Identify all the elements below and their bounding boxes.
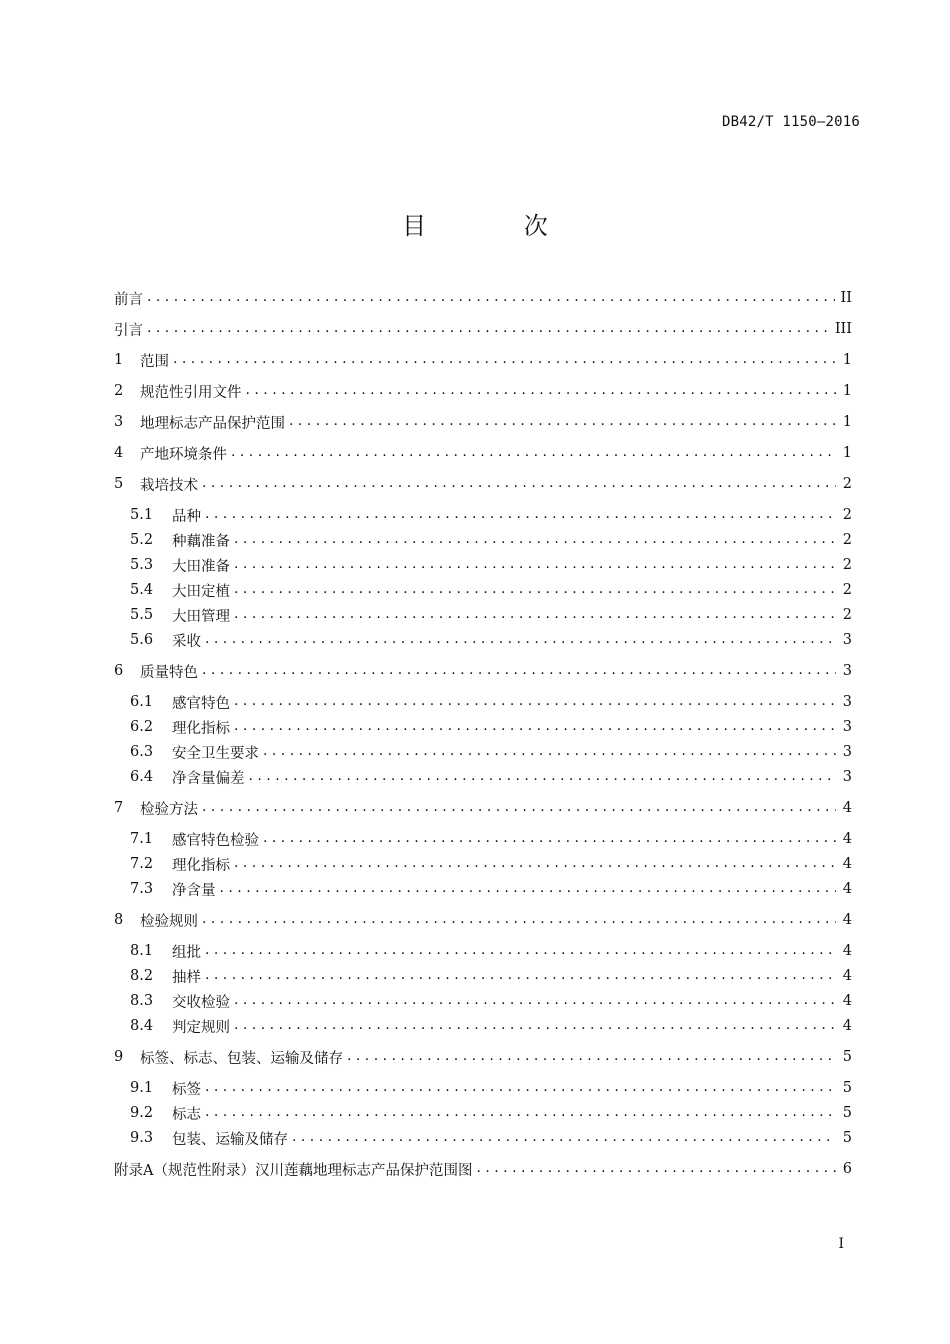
toc-entry-page: 1: [842, 445, 852, 461]
toc-entry-page: 2: [842, 582, 852, 598]
toc-entry[interactable]: [130, 603, 852, 627]
toc-dot-leader: [234, 852, 836, 876]
toc-entry-page: 5: [842, 1130, 852, 1146]
toc-entry[interactable]: [130, 964, 852, 988]
toc-entry-label: 抽样: [172, 969, 201, 986]
toc-entry-label: 安全卫生要求: [172, 745, 259, 762]
toc-dot-leader: [234, 603, 836, 627]
toc-entry[interactable]: [130, 740, 852, 764]
toc-entry-label: 种藕准备: [172, 533, 230, 550]
toc-dot-leader: [476, 1157, 836, 1181]
toc-entry[interactable]: [114, 1045, 852, 1069]
toc-entry-number: 6.2: [130, 719, 154, 735]
toc-entry-number: 5.4: [130, 582, 154, 598]
toc-entry-page: 4: [842, 881, 852, 897]
toc-entry-label: 大田定植: [172, 583, 230, 600]
toc-dot-leader: [234, 553, 836, 577]
toc-entry-number: 9.3: [130, 1130, 154, 1146]
toc-entry[interactable]: [130, 578, 852, 602]
toc-entry-label: 标志: [172, 1106, 201, 1123]
toc-entry-number: 8.1: [130, 943, 154, 959]
toc-entry-number: 7.3: [130, 881, 154, 897]
toc-entry-page: 1: [842, 383, 852, 399]
toc-dot-leader: [234, 578, 836, 602]
toc-entry[interactable]: [114, 348, 852, 372]
toc-entry-page: 4: [842, 968, 852, 984]
toc-dot-leader: [202, 659, 836, 683]
toc-entry-page: 2: [842, 532, 852, 548]
toc-dot-leader: [234, 715, 836, 739]
toc-entry-number: 9.1: [130, 1080, 154, 1096]
toc-entry-label: 规范性引用文件: [140, 384, 242, 401]
toc-entry-label: 前言: [114, 291, 143, 308]
toc-entry[interactable]: [114, 659, 852, 683]
toc-entry-page: 2: [842, 557, 852, 573]
toc-entry-label: 标签、标志、包装、运输及储存: [140, 1050, 343, 1067]
toc-entry-page: 2: [842, 507, 852, 523]
toc-entry-label: 理化指标: [172, 720, 230, 737]
toc-entry-label: 感官特色检验: [172, 832, 259, 849]
toc-entry-page: 4: [842, 912, 852, 928]
toc-entry-label: 大田准备: [172, 558, 230, 575]
toc-entry-number: 8: [114, 912, 124, 928]
toc-entry-page: 3: [842, 632, 852, 648]
toc-entry[interactable]: [130, 877, 852, 901]
toc-dot-leader: [220, 877, 837, 901]
toc-entry-label: 地理标志产品保护范围: [140, 415, 285, 432]
toc-entry-page: 2: [842, 607, 852, 623]
toc-entry-page: II: [840, 290, 852, 306]
toc-dot-leader: [347, 1045, 836, 1069]
toc-entry-page: 3: [842, 744, 852, 760]
toc-entry-label: 感官特色: [172, 695, 230, 712]
toc-dot-leader: [234, 690, 836, 714]
toc-entry-page: 4: [842, 856, 852, 872]
toc-entry-label: 净含量偏差: [172, 770, 245, 787]
toc-dot-leader: [249, 765, 837, 789]
toc-entry-number: 5.3: [130, 557, 154, 573]
toc-entry-page: 5: [842, 1049, 852, 1065]
toc-entry-number: 5.2: [130, 532, 154, 548]
toc-dot-leader: [202, 472, 836, 496]
toc-entry[interactable]: [130, 1101, 852, 1125]
toc-entry[interactable]: [130, 528, 852, 552]
toc-dot-leader: [246, 379, 837, 403]
toc-entry-label: 范围: [140, 353, 169, 370]
toc-entry-page: 2: [842, 476, 852, 492]
toc-entry[interactable]: [114, 1157, 852, 1181]
toc-entry-label: 品种: [172, 508, 201, 525]
toc-entry-page: 4: [842, 831, 852, 847]
toc-dot-leader: [263, 827, 836, 851]
toc-entry-page: 5: [842, 1105, 852, 1121]
toc-entry-page: 4: [842, 993, 852, 1009]
toc-entry-page: 3: [842, 719, 852, 735]
toc-entry-page: 3: [842, 769, 852, 785]
toc-entry[interactable]: [130, 852, 852, 876]
toc-entry-label: 净含量: [172, 882, 216, 899]
toc-dot-leader: [234, 1014, 836, 1038]
toc-dot-leader: [205, 1101, 836, 1125]
toc-entry-number: 2: [114, 383, 124, 399]
toc-entry-number: 6.4: [130, 769, 154, 785]
toc-entry-number: 1: [114, 352, 124, 368]
toc-entry[interactable]: [130, 503, 852, 527]
toc-dot-leader: [147, 286, 835, 310]
toc-entry-label: 包装、运输及储存: [172, 1131, 288, 1148]
toc-dot-leader: [147, 317, 829, 341]
toc-dot-leader: [231, 441, 836, 465]
toc-dot-leader: [205, 939, 836, 963]
toc-entry-page: 4: [842, 943, 852, 959]
document-code: DB42/T 1150—2016: [721, 114, 860, 130]
toc-entry-number: 4: [114, 445, 124, 461]
toc-entry[interactable]: [114, 472, 852, 496]
toc-entry-page: 5: [842, 1080, 852, 1096]
toc-dot-leader: [263, 740, 836, 764]
toc-dot-leader: [292, 1126, 836, 1150]
toc-entry-label: 质量特色: [140, 664, 198, 681]
toc-entry-number: 7.2: [130, 856, 154, 872]
toc-dot-leader: [234, 989, 836, 1013]
toc-entry-page: 6: [842, 1161, 852, 1177]
toc-entry[interactable]: [130, 939, 852, 963]
toc-entry-label: 附录A（规范性附录）汉川莲藕地理标志产品保护范围图: [114, 1162, 473, 1179]
toc-dot-leader: [205, 1076, 836, 1100]
toc-entry-page: 3: [842, 694, 852, 710]
toc-entry-page: III: [834, 321, 852, 337]
toc-entry-page: 4: [842, 800, 852, 816]
toc-dot-leader: [202, 908, 836, 932]
toc-title: 目 次: [402, 212, 593, 240]
toc-entry[interactable]: [130, 690, 852, 714]
toc-entry-label: 检验方法: [140, 801, 198, 818]
toc-entry[interactable]: [130, 1014, 852, 1038]
toc-entry[interactable]: [114, 286, 852, 310]
toc-entry[interactable]: [114, 379, 852, 403]
toc-dot-leader: [202, 796, 836, 820]
toc-entry-number: 7: [114, 800, 124, 816]
toc-entry[interactable]: [130, 989, 852, 1013]
toc-dot-leader: [289, 410, 836, 434]
toc-entry-page: 3: [842, 663, 852, 679]
toc-entry-number: 6.1: [130, 694, 154, 710]
toc-entry-number: 8.4: [130, 1018, 154, 1034]
toc-entry[interactable]: [130, 1126, 852, 1150]
page-number: I: [838, 1236, 844, 1252]
toc-entry[interactable]: [130, 715, 852, 739]
toc-entry-label: 引言: [114, 322, 143, 339]
toc-entry-label: 组批: [172, 944, 201, 961]
toc-entry[interactable]: [114, 441, 852, 465]
toc-entry-number: 5.1: [130, 507, 154, 523]
toc-dot-leader: [205, 964, 836, 988]
toc-entry[interactable]: [130, 765, 852, 789]
toc-entry[interactable]: [130, 1076, 852, 1100]
toc-entry-number: 6.3: [130, 744, 154, 760]
toc-entry-number: 5.6: [130, 632, 154, 648]
toc-entry-label: 判定规则: [172, 1019, 230, 1036]
toc-entry-number: 9: [114, 1049, 124, 1065]
toc-entry[interactable]: [130, 553, 852, 577]
toc-entry-label: 采收: [172, 633, 201, 650]
toc-entry-number: 8.2: [130, 968, 154, 984]
toc-entry[interactable]: [114, 410, 852, 434]
toc-dot-leader: [205, 503, 836, 527]
toc-entry[interactable]: [114, 796, 852, 820]
toc-entry-number: 5: [114, 476, 124, 492]
toc-entry-page: 1: [842, 414, 852, 430]
toc-dot-leader: [234, 528, 836, 552]
toc-entry[interactable]: [130, 628, 852, 652]
toc-entry-number: 3: [114, 414, 124, 430]
toc-entry-number: 8.3: [130, 993, 154, 1009]
toc-entry-number: 9.2: [130, 1105, 154, 1121]
toc-entry-page: 4: [842, 1018, 852, 1034]
toc-entry-number: 7.1: [130, 831, 154, 847]
toc-dot-leader: [205, 628, 836, 652]
toc-entry-number: 5.5: [130, 607, 154, 623]
toc-entry-label: 栽培技术: [140, 477, 198, 494]
toc-entry-label: 大田管理: [172, 608, 230, 625]
toc-entry-label: 产地环境条件: [140, 446, 227, 463]
toc-entry-page: 1: [842, 352, 852, 368]
toc-entry[interactable]: [114, 317, 852, 341]
toc-entry-label: 理化指标: [172, 857, 230, 874]
toc-entry-number: 6: [114, 663, 124, 679]
toc-entry-label: 标签: [172, 1081, 201, 1098]
toc-entry-label: 检验规则: [140, 913, 198, 930]
toc-entry-label: 交收检验: [172, 994, 230, 1011]
toc-entry[interactable]: [114, 908, 852, 932]
toc-dot-leader: [173, 348, 836, 372]
toc-entry[interactable]: [130, 827, 852, 851]
